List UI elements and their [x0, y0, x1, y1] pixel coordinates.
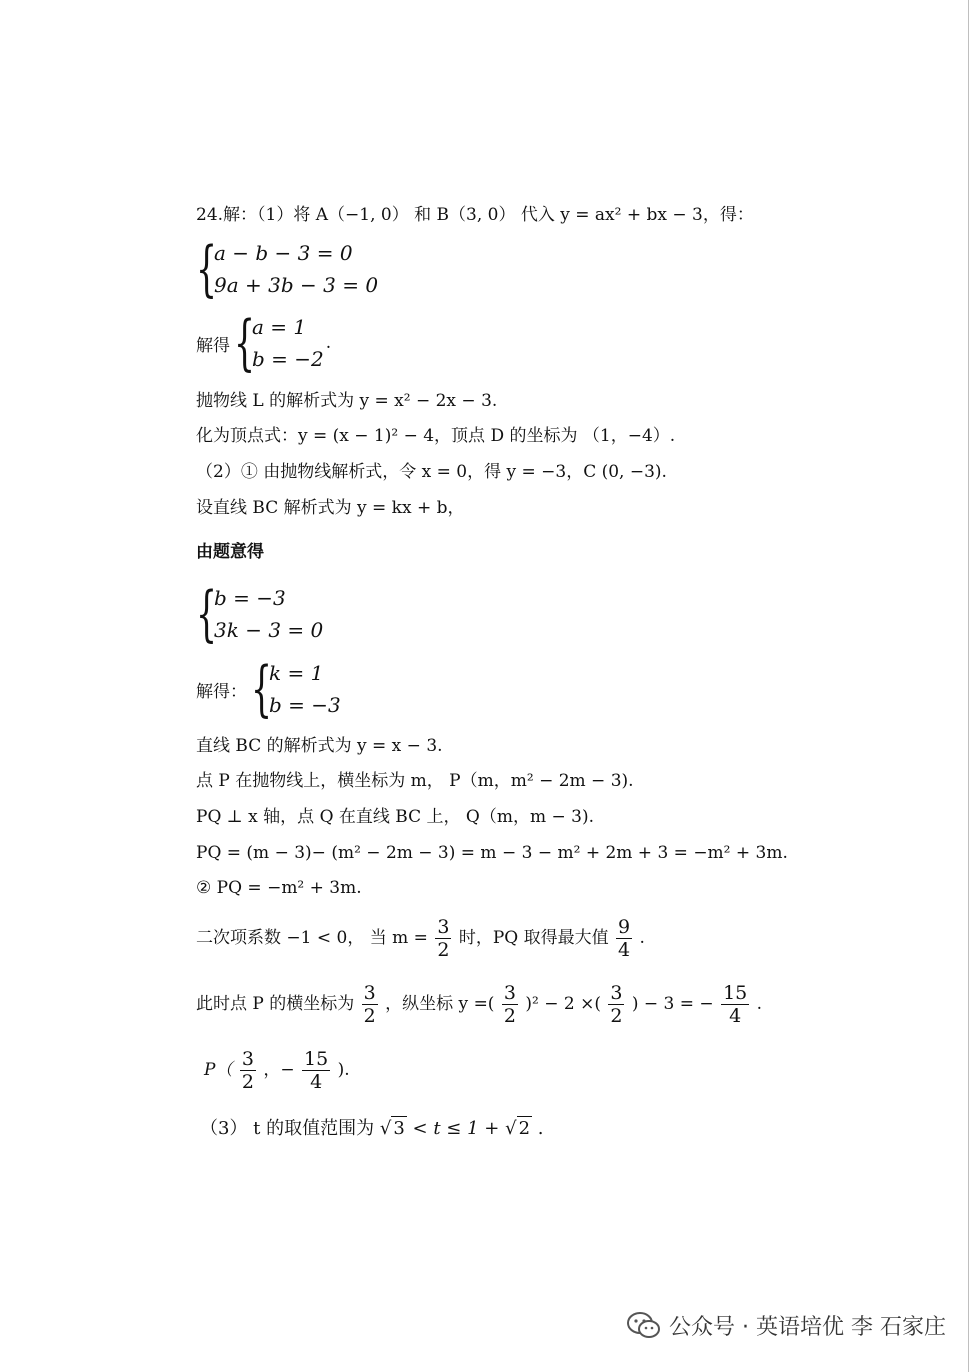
coord-text-b: ，纵坐标 y =( [385, 994, 495, 1014]
system1-eq2: 9a + 3b − 3 = 0 [214, 273, 379, 297]
fraction-3-2 [608, 982, 624, 1027]
equation-system-2 [196, 579, 324, 649]
line-pq-expand: PQ = (m − 3)− (m² − 2m − 3) = m − 3 − m² + 2m + 3 = −m² + 3m. [196, 843, 788, 863]
line-vertex-form: 化为顶点式：y = (x − 1)² − 4，顶点 D 的坐标为 （1，−4）. [196, 426, 676, 446]
frac-num: 15 [304, 1048, 329, 1070]
frac-num: 3 [437, 916, 450, 938]
line-parabola: 抛物线 L 的解析式为 y = x² − 2x − 3. [196, 391, 498, 411]
solution1-b: b = −2 [252, 347, 324, 371]
frac-den: 2 [363, 1005, 376, 1027]
p-text-c: ). [337, 1060, 350, 1080]
frac-den: 2 [503, 1005, 516, 1027]
line-coordinates [196, 980, 762, 1028]
solution1-a: a = 1 [252, 315, 307, 339]
sqrt-2: 2 [518, 1118, 531, 1139]
fraction-9-4 [616, 916, 632, 961]
max-text-b: 时，PQ 取得最大值 [458, 928, 609, 948]
frac-num: 3 [610, 982, 623, 1004]
watermark-footer [627, 1310, 946, 1341]
sqrt-sign-icon: √ [379, 1118, 392, 1139]
equation-system-1 [196, 234, 379, 304]
solution-system-2 [196, 654, 341, 724]
frac-num: 3 [241, 1048, 254, 1070]
coord-text-e: . [756, 994, 763, 1014]
sqrt-sign-icon: √ [505, 1118, 517, 1139]
line-point-p: 点 P 在抛物线上，横坐标为 m， P（m，m² − 2m − 3). [196, 771, 634, 791]
line-part2-c: （2）① 由抛物线解析式，令 x = 0，得 y = −3，C (0, −3). [196, 462, 667, 482]
period: . [325, 333, 332, 353]
coord-text-d: ) − 3 = − [631, 994, 714, 1014]
brace-icon: { [196, 234, 218, 304]
line-max-value [196, 914, 645, 962]
line-part3-range [200, 1116, 544, 1141]
line-point-q: PQ ⊥ x 轴，点 Q 在直线 BC 上， Q（m，m − 3). [196, 807, 595, 827]
wechat-icon [627, 1311, 661, 1341]
fraction-3-2 [435, 916, 451, 961]
sqrt-3: 3 [393, 1118, 405, 1139]
line-bc-expr: 直线 BC 的解析式为 y = x − 3. [196, 736, 443, 756]
p-text-b: ，− [263, 1060, 295, 1080]
frac-den: 2 [437, 939, 450, 961]
coord-text-c: )² − 2 ×( [525, 994, 601, 1014]
frac-den: 4 [618, 939, 631, 961]
frac-num: 15 [723, 982, 748, 1004]
fraction-15-4 [302, 1048, 330, 1093]
line-point-p-final [204, 1046, 350, 1094]
frac-num: 3 [363, 982, 376, 1004]
solution2-k: k = 1 [269, 661, 324, 685]
fraction-3-2 [240, 1048, 256, 1093]
p-text-a: P（ [204, 1060, 233, 1080]
fraction-3-2 [502, 982, 518, 1027]
range-text-a: （3） t 的取值范围为 [200, 1118, 375, 1139]
solution2-b: b = −3 [269, 693, 341, 717]
max-text-c: . [639, 928, 645, 948]
frac-num: 3 [503, 982, 516, 1004]
solve-label-1: 解得 [196, 335, 230, 356]
system1-eq1: a − b − 3 = 0 [214, 241, 353, 265]
solution-system-1 [196, 308, 332, 378]
solve-label-2: 解得： [196, 681, 247, 702]
range-text-c: < t ≤ 1 + [412, 1118, 500, 1139]
fraction-3-2 [362, 982, 378, 1027]
line-by-problem: 由题意得 [196, 542, 264, 562]
brace-icon: { [196, 579, 218, 649]
frac-den: 4 [310, 1071, 323, 1093]
frac-num: 9 [618, 916, 631, 938]
max-text-a: 二次项系数 −1 < 0， 当 m = [196, 928, 428, 948]
fraction-15-4 [721, 982, 749, 1027]
frac-den: 4 [729, 1005, 742, 1027]
coord-text-a: 此时点 P 的横坐标为 [196, 994, 355, 1014]
watermark-text: 公众号 · 英语培优 李 石家庄 [669, 1315, 946, 1340]
system2-eq1: b = −3 [214, 586, 286, 610]
frac-den: 2 [241, 1071, 254, 1093]
system2-eq2: 3k − 3 = 0 [214, 618, 324, 642]
frac-den: 2 [610, 1005, 623, 1027]
line-set-bc: 设直线 BC 解析式为 y = kx + b， [196, 498, 465, 518]
line-pq-result: ② PQ = −m² + 3m. [196, 878, 362, 898]
brace-icon: { [251, 654, 273, 724]
brace-icon: { [234, 308, 256, 378]
line-24-part1: 24.解：（1）将 A（−1, 0） 和 B（3, 0） 代入 y = ax² + bx − 3，得： [196, 205, 754, 225]
page-edge-line [968, 0, 969, 1372]
range-text-e: . [537, 1118, 544, 1139]
